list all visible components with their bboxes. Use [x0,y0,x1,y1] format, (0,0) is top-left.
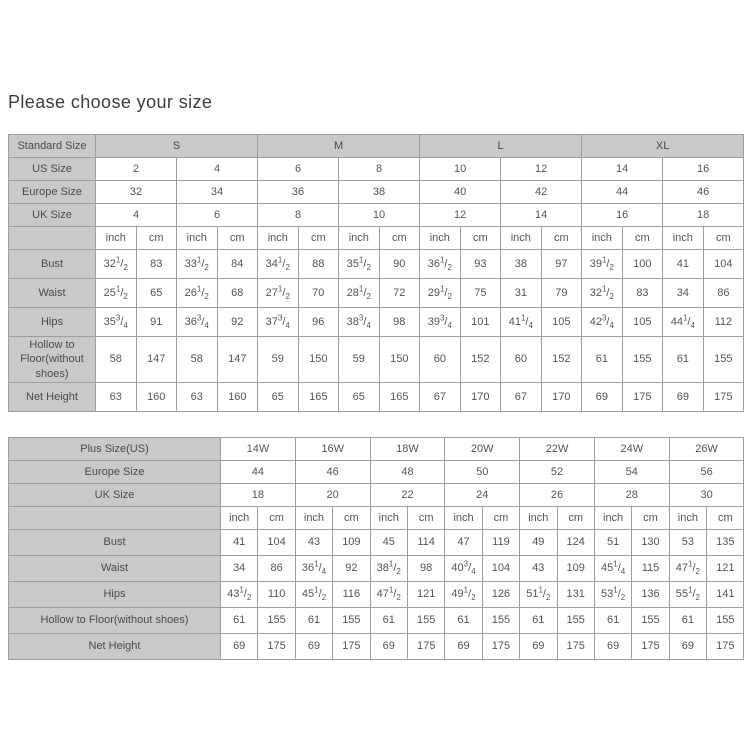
measurement-value-cell: 175 [632,633,669,659]
measurement-value-cell: $44^1/_4$ [663,308,704,337]
size-value-cell: 6 [258,158,339,181]
row-label-cell: Hollow to Floor(without shoes) [9,337,96,383]
unit-cell: inch [520,506,557,529]
measurement-value-cell: $35^3/_4$ [96,308,137,337]
measurement-value-cell: 43 [295,529,332,555]
measurement-value-cell: 147 [217,337,258,383]
measurement-row [9,382,744,411]
row-label-cell: Plus Size(US) [9,437,221,460]
unit-cell: cm [136,227,177,250]
size-value-cell: 46 [663,181,744,204]
measurement-value-cell: 175 [622,382,663,411]
unit-cell: cm [632,506,669,529]
measurement-value-cell: 91 [136,308,177,337]
size-group-row [9,135,744,158]
unit-cell: cm [541,227,582,250]
measurement-value-cell: 98 [407,555,444,581]
measurement-value-cell: 61 [582,337,623,383]
measurement-value-cell: $33^1/_2$ [177,250,218,279]
measurement-value-cell: 104 [258,529,295,555]
size-value-cell: 14W [221,437,296,460]
row-label-cell: Net Height [9,382,96,411]
measurement-value-cell: 63 [96,382,137,411]
measurement-value-cell: 155 [407,607,444,633]
measurement-row [9,581,744,607]
measurement-value-cell: 175 [557,633,594,659]
measurement-value-cell: 126 [482,581,519,607]
measurement-value-cell: 124 [557,529,594,555]
size-value-cell: 42 [501,181,582,204]
measurement-value-cell: 70 [298,279,339,308]
measurement-row [9,555,744,581]
size-value-cell: 46 [295,460,370,483]
measurement-value-cell: 59 [339,337,380,383]
measurement-value-cell: 69 [669,633,706,659]
measurement-value-cell: $27^1/_2$ [258,279,299,308]
measurement-value-cell: 175 [703,382,744,411]
measurement-value-cell: 69 [520,633,557,659]
size-value-cell: 8 [258,204,339,227]
measurement-value-cell: 65 [258,382,299,411]
measurement-value-cell: 69 [663,382,704,411]
measurement-value-cell: 96 [298,308,339,337]
unit-cell: cm [557,506,594,529]
measurement-row [9,279,744,308]
size-value-cell: 18 [221,483,296,506]
measurement-value-cell: 45 [370,529,407,555]
size-value-cell: 40 [420,181,501,204]
measurement-value-cell: 79 [541,279,582,308]
size-value-cell: 26 [520,483,595,506]
measurement-value-cell: 61 [295,607,332,633]
measurement-value-cell: $45^1/_4$ [594,555,631,581]
measurement-value-cell: 86 [258,555,295,581]
measurement-value-cell: 61 [445,607,482,633]
row-label-cell: Europe Size [9,460,221,483]
unit-cell: inch [669,506,706,529]
measurement-value-cell: 69 [295,633,332,659]
measurement-value-cell: 136 [632,581,669,607]
measurement-value-cell: $47^1/_2$ [669,555,706,581]
measurement-value-cell: 150 [379,337,420,383]
unit-cell: inch [96,227,137,250]
measurement-value-cell: 175 [707,633,744,659]
page-title: Please choose your size [8,92,213,112]
row-label-cell: Bust [9,529,221,555]
measurement-value-cell: 88 [298,250,339,279]
unit-cell: cm [703,227,744,250]
measurement-value-cell: 59 [258,337,299,383]
measurement-value-cell: 104 [482,555,519,581]
size-group-header: M [258,135,420,158]
measurement-value-cell: 60 [420,337,461,383]
measurement-value-cell: 69 [370,633,407,659]
row-label-cell: Standard Size [9,135,96,158]
measurement-value-cell: 160 [217,382,258,411]
measurement-value-cell: 105 [541,308,582,337]
measurement-value-cell: 90 [379,250,420,279]
size-value-cell: 44 [582,181,663,204]
size-value-cell: 56 [669,460,744,483]
row-label-cell: US Size [9,158,96,181]
row-label-cell: Waist [9,279,96,308]
measurement-value-cell: 165 [298,382,339,411]
size-value-cell: 52 [520,460,595,483]
size-row [9,158,744,181]
unit-cell: cm [622,227,663,250]
measurement-value-cell: 61 [370,607,407,633]
measurement-value-cell: 100 [622,250,663,279]
measurement-value-cell: 75 [460,279,501,308]
measurement-row [9,633,744,659]
standard-size-table [8,134,744,412]
measurement-value-cell: $32^1/_2$ [582,279,623,308]
measurement-value-cell: 115 [632,555,669,581]
size-row [9,460,744,483]
unit-cell: inch [594,506,631,529]
size-value-cell: 44 [221,460,296,483]
measurement-value-cell: 175 [407,633,444,659]
measurement-value-cell: 101 [460,308,501,337]
measurement-value-cell: $55^1/_2$ [669,581,706,607]
measurement-value-cell: 155 [482,607,519,633]
row-label-cell: Bust [9,250,96,279]
size-value-cell: 22 [370,483,445,506]
measurement-value-cell: $26^1/_2$ [177,279,218,308]
unit-cell: cm [258,506,295,529]
measurement-value-cell: 34 [221,555,258,581]
measurement-value-cell: $39^3/_4$ [420,308,461,337]
row-label-cell: Net Height [9,633,221,659]
unit-cell: cm [217,227,258,250]
measurement-value-cell: 34 [663,279,704,308]
measurement-value-cell: 165 [379,382,420,411]
measurement-value-cell: 121 [407,581,444,607]
measurement-value-cell: 72 [379,279,420,308]
measurement-value-cell: $34^1/_2$ [258,250,299,279]
measurement-value-cell: 51 [594,529,631,555]
measurement-value-cell: 86 [703,279,744,308]
size-value-cell: 20 [295,483,370,506]
measurement-value-cell: 83 [622,279,663,308]
size-value-cell: 18 [663,204,744,227]
row-label-cell [9,506,221,529]
unit-cell: inch [445,506,482,529]
measurement-value-cell: 69 [594,633,631,659]
size-value-cell: 2 [96,158,177,181]
unit-cell: inch [370,506,407,529]
unit-cell: inch [663,227,704,250]
size-row [9,437,744,460]
size-value-cell: 38 [339,181,420,204]
measurement-value-cell: 170 [541,382,582,411]
size-value-cell: 12 [501,158,582,181]
measurement-value-cell: $47^1/_2$ [370,581,407,607]
measurement-value-cell: $38^3/_4$ [339,308,380,337]
measurement-value-cell: 67 [420,382,461,411]
size-value-cell: 8 [339,158,420,181]
unit-cell: cm [407,506,444,529]
measurement-row [9,308,744,337]
size-group-header: XL [582,135,744,158]
size-value-cell: 30 [669,483,744,506]
measurement-value-cell: 152 [460,337,501,383]
measurement-value-cell: $36^1/_4$ [295,555,332,581]
row-label-cell: Waist [9,555,221,581]
measurement-value-cell: 43 [520,555,557,581]
row-label-cell: UK Size [9,204,96,227]
size-value-cell: 22W [520,437,595,460]
measurement-value-cell: 112 [703,308,744,337]
measurement-value-cell: 41 [663,250,704,279]
measurement-value-cell: 116 [333,581,370,607]
measurement-value-cell: 58 [177,337,218,383]
measurement-value-cell: 130 [632,529,669,555]
measurement-value-cell: 49 [520,529,557,555]
measurement-value-cell: $41^1/_4$ [501,308,542,337]
size-value-cell: 16 [663,158,744,181]
size-value-cell: 50 [445,460,520,483]
measurement-value-cell: 155 [557,607,594,633]
unit-row [9,506,744,529]
size-value-cell: 14 [582,158,663,181]
measurement-value-cell: $42^3/_4$ [582,308,623,337]
measurement-value-cell: 119 [482,529,519,555]
measurement-row [9,607,744,633]
measurement-value-cell: 141 [707,581,744,607]
measurement-value-cell: 152 [541,337,582,383]
unit-row [9,227,744,250]
measurement-value-cell: $28^1/_2$ [339,279,380,308]
unit-cell: cm [379,227,420,250]
unit-cell: inch [420,227,461,250]
measurement-value-cell: 155 [622,337,663,383]
measurement-value-cell: $40^3/_4$ [445,555,482,581]
size-value-cell: 10 [339,204,420,227]
measurement-value-cell: $45^1/_2$ [295,581,332,607]
measurement-value-cell: $51^1/_2$ [520,581,557,607]
unit-cell: inch [501,227,542,250]
size-value-cell: 14 [501,204,582,227]
measurement-value-cell: 110 [258,581,295,607]
measurement-value-cell: 155 [632,607,669,633]
row-label-cell: Hollow to Floor(without shoes) [9,607,221,633]
size-value-cell: 48 [370,460,445,483]
measurement-value-cell: 155 [707,607,744,633]
measurement-value-cell: 84 [217,250,258,279]
measurement-value-cell: 69 [445,633,482,659]
measurement-value-cell: 98 [379,308,420,337]
measurement-value-cell: 155 [703,337,744,383]
measurement-value-cell: 135 [707,529,744,555]
size-group-header: S [96,135,258,158]
measurement-value-cell: 61 [663,337,704,383]
measurement-value-cell: 53 [669,529,706,555]
measurement-value-cell: 61 [221,607,258,633]
measurement-value-cell: 65 [136,279,177,308]
measurement-value-cell: $37^3/_4$ [258,308,299,337]
unit-cell: cm [482,506,519,529]
size-row [9,181,744,204]
measurement-value-cell: 150 [298,337,339,383]
measurement-value-cell: $38^1/_2$ [370,555,407,581]
row-label-cell [9,227,96,250]
size-value-cell: 28 [594,483,669,506]
size-value-cell: 54 [594,460,669,483]
measurement-value-cell: 121 [707,555,744,581]
size-value-cell: 34 [177,181,258,204]
measurement-value-cell: 69 [582,382,623,411]
measurement-value-cell: 155 [258,607,295,633]
measurement-value-cell: $36^3/_4$ [177,308,218,337]
measurement-value-cell: 160 [136,382,177,411]
size-value-cell: 36 [258,181,339,204]
measurement-value-cell: 109 [557,555,594,581]
measurement-value-cell: $49^1/_2$ [445,581,482,607]
unit-cell: cm [333,506,370,529]
measurement-value-cell: $25^1/_2$ [96,279,137,308]
row-label-cell: Hips [9,308,96,337]
measurement-row [9,529,744,555]
unit-cell: inch [258,227,299,250]
size-value-cell: 16 [582,204,663,227]
measurement-value-cell: $39^1/_2$ [582,250,623,279]
measurement-value-cell: 175 [482,633,519,659]
measurement-value-cell: 38 [501,250,542,279]
measurement-value-cell: 104 [703,250,744,279]
unit-cell: cm [707,506,744,529]
unit-cell: inch [295,506,332,529]
size-value-cell: 24 [445,483,520,506]
measurement-value-cell: 114 [407,529,444,555]
measurement-value-cell: $53^1/_2$ [594,581,631,607]
size-value-cell: 32 [96,181,177,204]
size-value-cell: 26W [669,437,744,460]
unit-cell: cm [298,227,339,250]
unit-cell: cm [460,227,501,250]
measurement-value-cell: 61 [594,607,631,633]
size-value-cell: 20W [445,437,520,460]
measurement-value-cell: 97 [541,250,582,279]
measurement-value-cell: 68 [217,279,258,308]
size-value-cell: 4 [96,204,177,227]
measurement-value-cell: 60 [501,337,542,383]
measurement-value-cell: 175 [258,633,295,659]
measurement-value-cell: 58 [96,337,137,383]
measurement-value-cell: $35^1/_2$ [339,250,380,279]
size-row [9,483,744,506]
measurement-value-cell: 31 [501,279,542,308]
measurement-value-cell: 61 [669,607,706,633]
measurement-value-cell: 131 [557,581,594,607]
row-label-cell: Europe Size [9,181,96,204]
measurement-row [9,250,744,279]
size-row [9,204,744,227]
measurement-value-cell: 83 [136,250,177,279]
unit-cell: inch [221,506,258,529]
size-value-cell: 24W [594,437,669,460]
plus-size-table [8,437,744,660]
measurement-value-cell: 47 [445,529,482,555]
measurement-value-cell: 61 [520,607,557,633]
measurement-value-cell: $36^1/_2$ [420,250,461,279]
measurement-value-cell: 147 [136,337,177,383]
row-label-cell: UK Size [9,483,221,506]
measurement-value-cell: 109 [333,529,370,555]
row-label-cell: Hips [9,581,221,607]
size-value-cell: 6 [177,204,258,227]
measurement-value-cell: 105 [622,308,663,337]
measurement-row [9,337,744,383]
size-group-header: L [420,135,582,158]
measurement-value-cell: 69 [221,633,258,659]
measurement-value-cell: 155 [333,607,370,633]
size-value-cell: 4 [177,158,258,181]
measurement-value-cell: $32^1/_2$ [96,250,137,279]
measurement-value-cell: $43^1/_2$ [221,581,258,607]
size-value-cell: 18W [370,437,445,460]
measurement-value-cell: 65 [339,382,380,411]
measurement-value-cell: $29^1/_2$ [420,279,461,308]
unit-cell: inch [177,227,218,250]
measurement-value-cell: 170 [460,382,501,411]
measurement-value-cell: 67 [501,382,542,411]
measurement-value-cell: 92 [333,555,370,581]
unit-cell: inch [582,227,623,250]
measurement-value-cell: 41 [221,529,258,555]
measurement-value-cell: 175 [333,633,370,659]
size-value-cell: 10 [420,158,501,181]
size-value-cell: 16W [295,437,370,460]
unit-cell: inch [339,227,380,250]
measurement-value-cell: 63 [177,382,218,411]
measurement-value-cell: 93 [460,250,501,279]
size-value-cell: 12 [420,204,501,227]
measurement-value-cell: 92 [217,308,258,337]
